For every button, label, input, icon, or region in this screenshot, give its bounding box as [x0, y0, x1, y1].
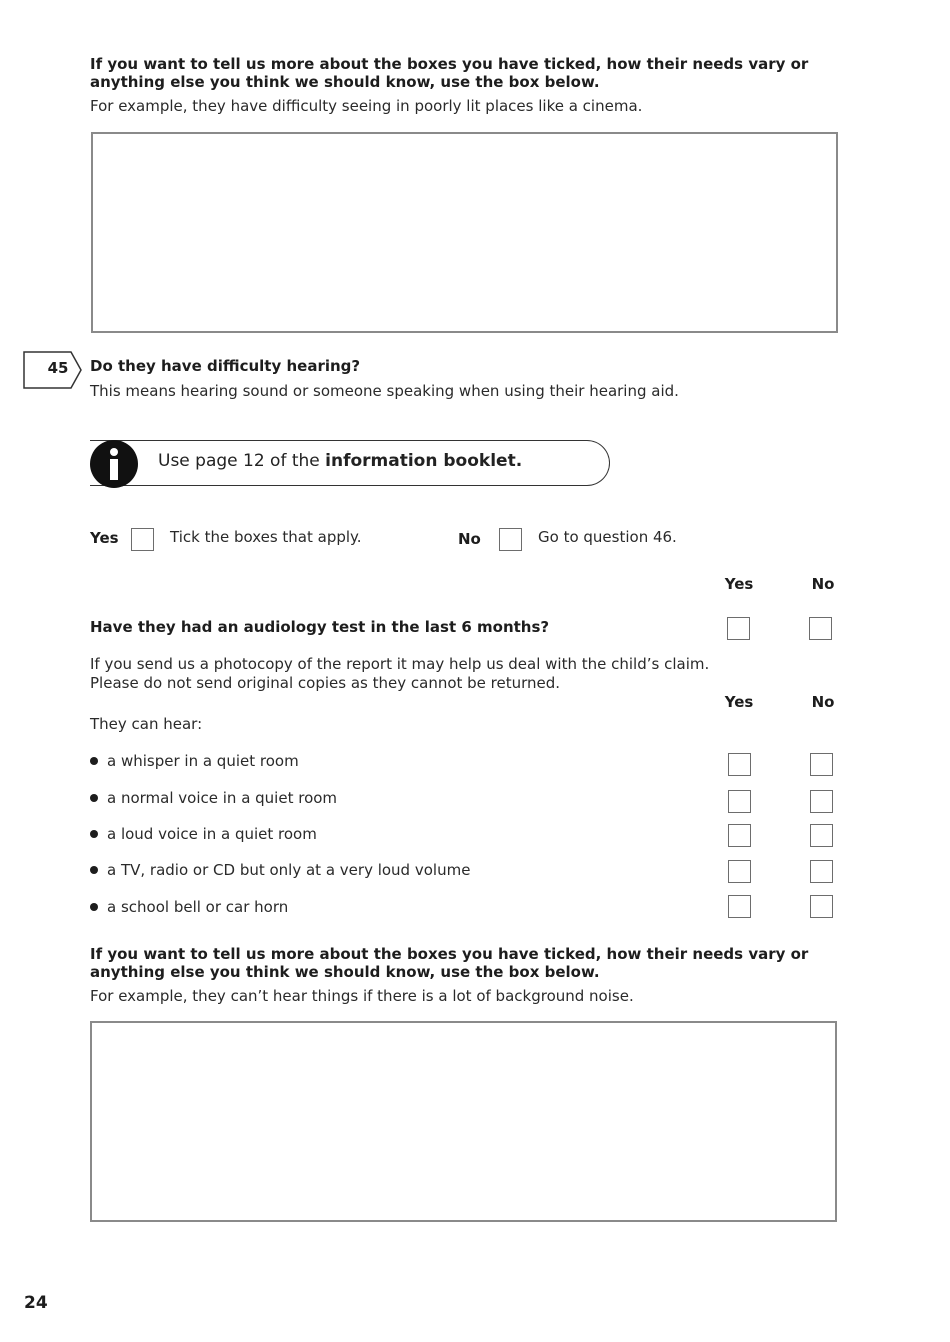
page-number: 24	[24, 1293, 48, 1313]
answer-yes-checkbox[interactable]	[131, 528, 154, 551]
question-number: 45	[47, 359, 69, 377]
answer-no-instruction: Go to question 46.	[538, 528, 677, 546]
hearing-item-2-yes-checkbox[interactable]	[728, 790, 751, 813]
hearing-item-3-no-checkbox[interactable]	[810, 824, 833, 847]
answer-yes-instruction: Tick the boxes that apply.	[170, 528, 362, 546]
info-text-prefix: Use page 12 of the	[158, 451, 326, 471]
section2-prompt: If you want to tell us more about the boxes you have ticked, how their needs vary or anything else you think we should know, use the box below.	[90, 945, 809, 981]
hearing-item-label: a TV, radio or CD but only at a very loud volume	[107, 861, 471, 879]
hearing-item-1-no-checkbox[interactable]	[810, 753, 833, 776]
audiology-col-no: No	[811, 575, 835, 593]
question-title: Do they have difficulty hearing?	[90, 357, 361, 375]
hearing-item-1-yes-checkbox[interactable]	[728, 753, 751, 776]
section1-example: For example, they have difficulty seeing in poorly lit places like a cinema.	[90, 97, 643, 115]
audiology-col-yes: Yes	[724, 575, 754, 593]
hearing-item-label: a whisper in a quiet room	[107, 752, 299, 770]
hearing-item-5-yes-checkbox[interactable]	[728, 895, 751, 918]
bullet-icon	[90, 757, 98, 765]
section2-textbox[interactable]	[90, 1021, 837, 1222]
bullet-icon	[90, 830, 98, 838]
hearing-item-4-no-checkbox[interactable]	[810, 860, 833, 883]
answer-no-checkbox[interactable]	[499, 528, 522, 551]
hearing-item-2-no-checkbox[interactable]	[810, 790, 833, 813]
hearing-item-5-no-checkbox[interactable]	[810, 895, 833, 918]
hearing-item-label: a loud voice in a quiet room	[107, 825, 317, 843]
audiology-note-line1: If you send us a photocopy of the report it may help us deal with the child’s claim.	[90, 655, 710, 673]
bullet-icon	[90, 866, 98, 874]
answer-yes-label: Yes	[90, 529, 119, 547]
audiology-yes-checkbox[interactable]	[727, 617, 750, 640]
section1-textbox[interactable]	[91, 132, 838, 333]
hearing-col-no: No	[811, 693, 835, 711]
info-icon	[90, 440, 138, 488]
info-booklet-link: information booklet.	[325, 451, 523, 471]
info-text	[158, 451, 522, 471]
section1-prompt: If you want to tell us more about the boxes you have ticked, how their needs vary or anything else you think we should know, use the box below.	[90, 55, 809, 91]
answer-no-label: No	[458, 530, 481, 548]
hearing-item	[90, 898, 288, 916]
bullet-icon	[90, 903, 98, 911]
hearing-item	[90, 752, 299, 770]
hearing-item-3-yes-checkbox[interactable]	[728, 824, 751, 847]
hearing-item-label: a normal voice in a quiet room	[107, 789, 338, 807]
hearing-lead: They can hear:	[90, 715, 203, 733]
audiology-question: Have they had an audiology test in the last 6 months?	[90, 618, 550, 636]
bullet-icon	[90, 794, 98, 802]
section2-example: For example, they can’t hear things if there is a lot of background noise.	[90, 987, 634, 1005]
hearing-item-4-yes-checkbox[interactable]	[728, 860, 751, 883]
hearing-item	[90, 789, 337, 807]
hearing-item	[90, 861, 470, 879]
audiology-note-line2: Please do not send original copies as they cannot be returned.	[90, 674, 561, 692]
question-description: This means hearing sound or someone speaking when using their hearing aid.	[90, 382, 679, 400]
hearing-col-yes: Yes	[724, 693, 754, 711]
hearing-item	[90, 825, 317, 843]
audiology-no-checkbox[interactable]	[809, 617, 832, 640]
hearing-item-label: a school bell or car horn	[107, 898, 289, 916]
